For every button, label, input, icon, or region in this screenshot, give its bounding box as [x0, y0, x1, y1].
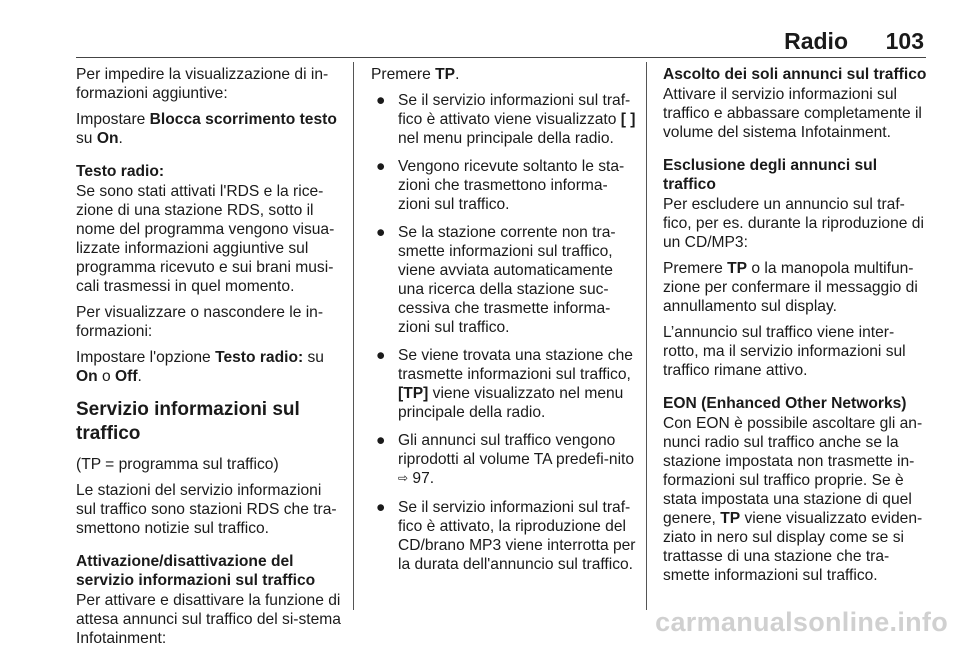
page-header [0, 26, 960, 56]
text: Se la stazione corrente non tra-smette informazioni sul traffico, viene avviata automaticamente una ricerca della stazione suc-cessiva che trasmette informa-zioni sul traffico. [398, 224, 616, 336]
paragraph: Per impedire la visualizzazione di in-formazioni aggiuntive: [76, 66, 329, 102]
paragraph: Le stazioni del servizio informazioni sul traffico sono stazioni RDS che tra-smettono notizie sul traffico. [76, 482, 337, 537]
subheading-testo-radio: Testo radio: [76, 163, 165, 180]
display-symbol: [TP] [398, 385, 429, 402]
text: su [303, 349, 324, 366]
setting-name: Testo radio: [215, 349, 304, 366]
bullet-icon: ● [376, 92, 386, 109]
paragraph [76, 348, 344, 386]
button-name: TP [727, 260, 748, 277]
paragraph: Per escludere un annuncio sul traf-fico, per es. durante la riproduzione di un CD/MP3: [663, 196, 924, 251]
list-item [371, 498, 637, 574]
bullet-icon: ● [376, 432, 386, 449]
subheading-attivazione: Attivazione/disattivazione del servizio informazioni sul traffico [76, 553, 316, 589]
display-symbol: TP [720, 510, 741, 527]
text: viene visualizzato nel menu principale della radio. [398, 385, 624, 421]
setting-value: On [96, 130, 119, 147]
paragraph: Attivare il servizio informazioni sul traffico e abbassare completamente il volume del sistema Infotainment. [663, 86, 922, 141]
text: nel menu principale della radio. [398, 130, 614, 147]
text: o la manopola multifun-zione per confermare il messaggio di annullamento sul display. [663, 260, 918, 315]
text: Se il servizio informazioni sul traf-fico è attivato, la riproduzione del CD/brano MP3 viene interrotta per la durata dell'annuncio sul traffico. [398, 499, 636, 573]
column-2 [371, 65, 637, 583]
column-divider-1 [353, 62, 354, 610]
bullet-icon: ● [376, 499, 386, 516]
bullet-icon: ● [376, 158, 386, 175]
text: Con EON è possibile ascoltare gli an-nunci radio sul traffico anche se la stazione impostata non trasmette in-formazioni sul traffico proprie. Se è stata impostata una stazione di quel genere, [663, 415, 923, 527]
setting-value: Off [115, 368, 138, 385]
text: . [137, 368, 142, 385]
list-item [371, 431, 637, 489]
text: Impostare [76, 111, 150, 128]
subheading-esclusione: Esclusione degli annunci sul traffico [663, 157, 878, 193]
text: su [76, 130, 97, 147]
paragraph [371, 65, 637, 84]
text: . [118, 130, 123, 147]
setting-name: Blocca scorrimento testo [149, 111, 337, 128]
button-name: TP [435, 66, 456, 83]
page-number: 103 [885, 28, 924, 54]
paragraph: Se sono stati attivati l'RDS e la rice-zione di una stazione RDS, sotto il nome del programma vengono visua-lizzate informazioni aggiuntive sul programma ricevuto e sui brani musi-cali trasmessi in quel momento. [76, 183, 335, 295]
text: Impostare l'opzione [76, 349, 216, 366]
paragraph: L’annuncio sul traffico viene inter-rotto, ma il servizio informazioni sul traffico rimane attivo. [663, 324, 906, 379]
paragraph: (TP = programma sul traffico) [76, 456, 279, 473]
column-3 [663, 65, 928, 592]
text: Se viene trovata una stazione che trasmette informazioni sul traffico, [398, 347, 633, 383]
watermark: carmanualsonline.info [655, 607, 948, 637]
subheading-eon: EON (Enhanced Other Networks) [663, 395, 907, 412]
text: Premere [663, 260, 728, 277]
text: Gli annunci sul traffico vengono riprodotti al volume TA predefi-nito [398, 432, 635, 468]
column-1 [76, 65, 344, 655]
bullet-list [371, 91, 637, 574]
bullet-icon: ● [376, 347, 386, 364]
page-reference: 97. [408, 470, 435, 487]
text: o [97, 368, 115, 385]
display-symbol: [ ] [620, 111, 636, 128]
text: Vengono ricevute soltanto le sta-zioni che trasmettono informa-zioni sul traffico. [398, 158, 625, 213]
section-title: Radio [784, 28, 848, 54]
paragraph: Per attivare e disattivare la funzione di attesa annunci sul traffico del si-stema Infotainment: [76, 592, 341, 647]
page-reference-arrow-icon: ⇨ [398, 471, 409, 485]
paragraph [663, 414, 928, 585]
column-divider-2 [646, 62, 647, 610]
text: viene visualizzato eviden-ziato in nero sul display come se si trattasse di una stazione che tra-smette informazioni sul traffico. [663, 510, 923, 584]
list-item [371, 157, 637, 214]
list-item [371, 346, 637, 422]
setting-value: On [76, 368, 98, 385]
heading-servizio-informazioni: Servizio informazioni sul traffico [76, 399, 300, 444]
header-rule [76, 57, 926, 58]
paragraph [76, 110, 344, 148]
text: Premere [371, 66, 436, 83]
bullet-icon: ● [376, 224, 386, 241]
paragraph: Per visualizzare o nascondere le in-formazioni: [76, 304, 324, 340]
subheading-ascolto: Ascolto dei soli annunci sul traffico [663, 66, 927, 83]
paragraph [663, 259, 928, 316]
list-item [371, 223, 637, 337]
text: . [455, 66, 460, 83]
list-item [371, 91, 637, 148]
text: Se il servizio informazioni sul traf-fico è attivato viene visualizzato [398, 92, 631, 128]
